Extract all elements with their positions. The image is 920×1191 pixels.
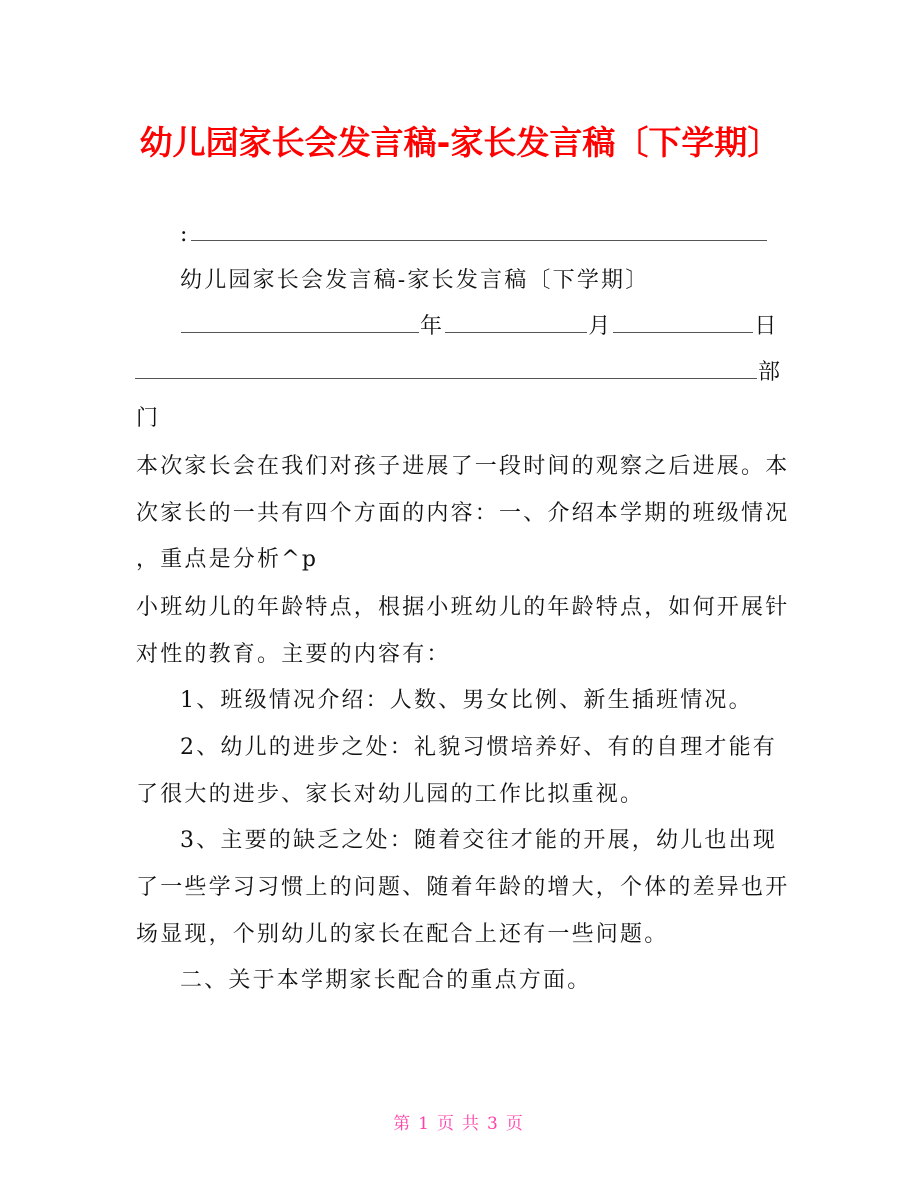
body-line: 了很大的进步、家长对幼儿园的工作比拟重视。 bbox=[136, 782, 645, 807]
department-field-line bbox=[134, 358, 782, 388]
total-unit: 页 bbox=[505, 1114, 527, 1134]
year-label: 年 bbox=[420, 314, 445, 339]
day-label: 日 bbox=[754, 314, 779, 339]
subtitle: 幼儿园家长会发言稿-家长发言稿〔下学期〕 bbox=[180, 268, 650, 293]
month-blank bbox=[445, 314, 587, 333]
body-line: 了一些学习习惯上的问题、随着年龄的增大，个体的差异也开 bbox=[136, 875, 790, 900]
total-pages: 3 bbox=[487, 1114, 502, 1134]
body-line: 小班幼儿的年龄特点，根据小班幼儿的年龄特点，如何开展针 bbox=[136, 595, 790, 620]
name-field-line bbox=[180, 220, 768, 250]
department-label-part1: 部 bbox=[758, 360, 783, 385]
body-line: 场显现，个别幼儿的家长在配合上还有一些问题。 bbox=[136, 922, 669, 947]
body-line: 次家长的一共有四个方面的内容：一、介绍本学期的班级情况 bbox=[136, 501, 790, 526]
list-item-3: 3、主要的缺乏之处：随着交往才能的开展，幼儿也出现 bbox=[180, 828, 777, 853]
department-label-part2: 门 bbox=[136, 406, 161, 431]
name-blank bbox=[191, 222, 767, 241]
page-unit: 页 bbox=[437, 1114, 458, 1134]
total-prefix: 共 bbox=[462, 1114, 483, 1134]
list-item-1: 1、班级情况介绍：人数、男女比例、新生插班情况。 bbox=[180, 688, 753, 713]
month-label: 月 bbox=[588, 314, 613, 339]
colon-label: : bbox=[180, 222, 190, 247]
department-blank bbox=[135, 360, 757, 379]
section-heading-2: 二、关于本学期家长配合的重点方面。 bbox=[180, 968, 592, 993]
day-blank bbox=[613, 314, 753, 333]
page-prefix: 第 bbox=[393, 1114, 415, 1134]
body-line: 对性的教育。主要的内容有： bbox=[136, 642, 451, 667]
date-field-line bbox=[180, 312, 779, 342]
list-item-2: 2、幼儿的进步之处：礼貌习惯培养好、有的自理才能有 bbox=[180, 735, 777, 760]
year-blank bbox=[181, 314, 419, 333]
page-number-footer bbox=[0, 1112, 920, 1136]
body-line: ，重点是分析^p bbox=[136, 547, 319, 572]
body-line: 本次家长会在我们对孩子进展了一段时间的观察之后进展。本 bbox=[136, 454, 790, 479]
current-page: 1 bbox=[418, 1114, 433, 1134]
document-title: 幼儿园家长会发言稿-家长发言稿〔下学期〕 bbox=[139, 123, 781, 162]
